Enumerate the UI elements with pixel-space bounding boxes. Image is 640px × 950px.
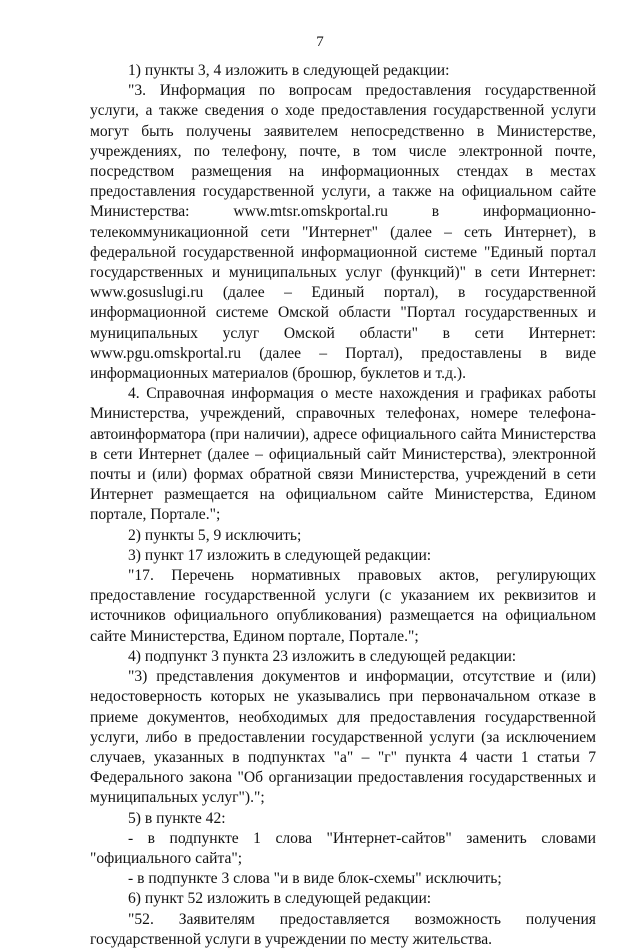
document-body: [90, 61, 596, 950]
paragraph-1: 1) пункты 3, 4 изложить в следующей редакции:: [128, 62, 450, 79]
paragraph-12: 6) пункт 52 изложить в следующей редакции:: [128, 890, 432, 908]
paragraph-7: 4) подпункт 3 пункта 23 изложить в следующей редакции:: [128, 647, 517, 665]
paragraph-4: 2) пункты 5, 9 исключить;: [128, 526, 302, 544]
paragraph-11: - в подпункте 3 слова "и в виде блок-схемы" исключить;: [128, 870, 502, 888]
page-number: 7: [316, 34, 324, 50]
paragraph-8: "3) представления документов и информации, отсутствие и (или) недостоверность которых не указывались при первоначальном отказе в приеме документов, необходимых для предоставления государственной услуги, либо в предоставлении государственной услуги (за исключением случаев, указанных в подпунктах "а" – "г" пункта 4 части 1 статьи 7 Федерального закона "Об организации предоставления государственных и муниципальных услуг").";: [90, 668, 596, 807]
paragraph-5: 3) пункт 17 изложить в следующей редакции:: [128, 546, 432, 564]
paragraph-3: 4. Справочная информация о месте нахождения и графиках работы Министерства, учреждений, справочных телефонах, номере телефона-автоинформатора (при наличии), адресе официального сайта Министерства в сети Интернет (далее – официальный сайт Министерства), электронной почты и (или) формах обратной связи Министерства, учреждений в сети Интернет размещается на официальном сайте Министерства, Едином портале, Портале.";: [90, 385, 596, 524]
paragraph-13: "52. Заявителям предоставляется возможность получения государственной услуги в учреждении по месту жительства.: [90, 910, 596, 948]
paragraph-6: "17. Перечень нормативных правовых актов, регулирующих предоставление государственной услуги (с указанием их реквизитов и источников официального опубликования) размещается на официальном сайте Министерства, Едином портале, Портале.";: [90, 567, 596, 645]
paragraph-9: 5) в пункте 42:: [128, 809, 226, 827]
paragraph-10: - в подпункте 1 слова "Интернет-сайтов" заменить словами "официального сайта";: [90, 829, 596, 867]
paragraph-2: "3. Информация по вопросам предоставления государственной услуги, а также сведения о ходе предоставления государственной услуги могут быть получены заявителем непосредственно в Министерстве, учреждениях, по телефону, почте, в том числе электронной почте, посредством размещения на информационных стендах в местах предоставления государственной услуги, а также на официальном сайте Министерства: www.mtsr.omskportal.ru в информационно-телекоммуникационной сети "Интернет" (далее – сеть Интернет), в федеральной государственной информационной системе "Единый портал государственных и муниципальных услуг (функций)" в сети Интернет: www.gosuslugi.ru (далее – Единый портал), в государственной информационной системе Омской области "Портал государственных и муниципальных услуг Омской области" в сети Интернет: www.pgu.omskportal.ru (далее – Портал), предоставлены в виде информационных материалов (брошюр, буклетов и т.д.).: [90, 82, 596, 383]
